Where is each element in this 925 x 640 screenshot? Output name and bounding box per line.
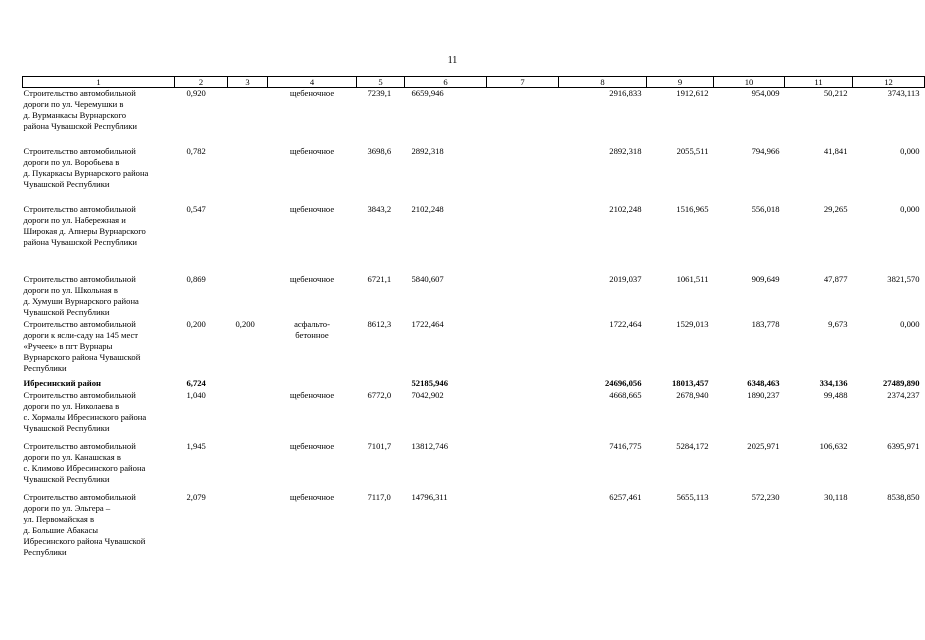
cell-local-funds: 99,488 — [823, 390, 848, 400]
cell-federal-funds: 1529,013 — [676, 319, 709, 329]
cell-remaining: 8538,850 — [887, 492, 920, 502]
column-header-1: 1 — [23, 77, 175, 88]
cell-federal-funds: 2678,940 — [676, 390, 709, 400]
cell-local-funds: 9,673 — [828, 319, 848, 329]
cell-unit-cost: 6772,0 — [367, 390, 392, 400]
cell-col-7 — [487, 486, 559, 559]
cell-republic-funds: 6348,463 — [747, 378, 780, 388]
table-body — [23, 88, 925, 560]
cell-total-cost: 6659,946 — [411, 88, 444, 98]
cell-republic-funds: 556,018 — [751, 204, 780, 214]
cell-length-2 — [228, 435, 268, 486]
table-row — [23, 390, 925, 435]
table-row — [23, 191, 925, 249]
table-row — [23, 249, 925, 319]
cell-total-cost: 13812,746 — [411, 441, 449, 451]
cell-object-name: Строительство автомобильной дороги по ул. Черемушки в д. Вурманкасы Вурнарского района Чувашской Республики — [23, 88, 138, 131]
cell-unit-cost: 8612,3 — [367, 319, 392, 329]
column-header-8: 8 — [559, 77, 647, 88]
cell-object-name: Строительство автомобильной дороги по ул. Набережная и Широкая д. Апнеры Вурнарского района Чувашской Республики — [23, 204, 146, 247]
cell-length: 0,547 — [186, 204, 206, 214]
table-header-row — [23, 77, 925, 88]
column-header-3: 3 — [228, 77, 268, 88]
column-header-6: 6 — [405, 77, 487, 88]
column-header-2: 2 — [175, 77, 228, 88]
cell-federal-funds: 5655,113 — [676, 492, 709, 502]
cell-unit-cost: 7117,0 — [367, 492, 391, 502]
cell-remaining: 0,000 — [900, 319, 920, 329]
cell-remaining: 0,000 — [900, 146, 920, 156]
table-row — [23, 375, 925, 390]
cell-total-cost: 2102,248 — [411, 204, 444, 214]
cell-local-funds: 106,632 — [819, 441, 848, 451]
cell-col-7 — [487, 191, 559, 249]
cell-length-2 — [228, 133, 268, 191]
cell-republic-funds: 909,649 — [751, 274, 780, 284]
cell-unit-cost: 3698,6 — [367, 146, 392, 156]
cell-object-name: Строительство автомобильной дороги по ул. Воробьева в д. Пукаркасы Вурнарского района Чувашской Республики — [23, 146, 149, 189]
cell-funding-total: 1722,464 — [609, 319, 642, 329]
cell-remaining: 27489,890 — [882, 378, 920, 388]
cell-unit-cost: 7101,7 — [367, 441, 392, 451]
cell-unit-cost: 7239,1 — [367, 88, 392, 98]
cell-length-2 — [228, 486, 268, 559]
cell-col-7 — [487, 319, 559, 375]
cell-funding-total: 2102,248 — [609, 204, 642, 214]
cell-federal-funds: 1061,511 — [676, 274, 709, 284]
cell-funding-total: 6257,461 — [609, 492, 642, 502]
cell-local-funds: 29,265 — [823, 204, 848, 214]
cell-length: 0,782 — [186, 146, 206, 156]
cell-length-2 — [228, 249, 268, 319]
cell-local-funds: 334,136 — [819, 378, 848, 388]
column-header-11: 11 — [785, 77, 853, 88]
cell-col-7 — [487, 249, 559, 319]
cell-length: 6,724 — [186, 378, 206, 388]
cell-federal-funds: 18013,457 — [671, 378, 709, 388]
cell-republic-funds: 2025,971 — [747, 441, 780, 451]
cell-republic-funds: 794,966 — [751, 146, 780, 156]
cell-col-7 — [487, 435, 559, 486]
cell-surface-type: щебеночное — [289, 492, 335, 502]
cell-surface-type: щебеночное — [289, 204, 335, 214]
cell-surface-type: щебеночное — [289, 441, 335, 451]
cell-funding-total: 2892,318 — [609, 146, 642, 156]
cell-length-2 — [228, 390, 268, 435]
cell-total-cost: 7042,902 — [411, 390, 444, 400]
table-row — [23, 133, 925, 191]
cell-funding-total: 2019,037 — [609, 274, 642, 284]
cell-remaining: 3821,570 — [887, 274, 920, 284]
cell-remaining: 6395,971 — [887, 441, 920, 451]
cell-object-name: Строительство автомобильной дороги по ул. Эльгера – ул. Первомайская в д. Большие Абакасы Ибресинского района Чувашской Республики — [23, 492, 146, 557]
cell-length-2 — [228, 88, 268, 134]
cell-unit-cost: 3843,2 — [367, 204, 392, 214]
cell-unit-cost: 6721,1 — [367, 274, 392, 284]
cell-object-name: Строительство автомобильной дороги по ул. Школьная в д. Хумуши Вурнарского района Чувашской Республики — [23, 274, 139, 317]
cell-total-cost: 14796,311 — [411, 492, 448, 502]
table-row — [23, 486, 925, 559]
cell-length: 0,920 — [186, 88, 206, 98]
column-header-7: 7 — [487, 77, 559, 88]
cell-remaining: 2374,237 — [887, 390, 920, 400]
cell-unit-cost — [357, 375, 405, 390]
cell-col-7 — [487, 375, 559, 390]
cell-surface-type: асфальто- бетонное — [294, 319, 330, 340]
cell-total-cost: 1722,464 — [411, 319, 444, 329]
column-header-9: 9 — [647, 77, 714, 88]
cell-surface-type — [268, 375, 357, 390]
cell-length: 2,079 — [186, 492, 206, 502]
cell-funding-total: 2916,833 — [609, 88, 642, 98]
cell-length-2 — [228, 375, 268, 390]
cell-surface-type: щебеночное — [289, 390, 335, 400]
cell-length: 0,200 — [186, 319, 206, 329]
cell-funding-total: 7416,775 — [609, 441, 642, 451]
column-header-10: 10 — [714, 77, 785, 88]
cell-length: 1,945 — [186, 441, 206, 451]
cell-funding-total: 4668,665 — [609, 390, 642, 400]
page-number: 11 — [447, 55, 458, 66]
cell-surface-type: щебеночное — [289, 146, 335, 156]
cell-total-cost: 2892,318 — [411, 146, 444, 156]
cell-object-name: Строительство автомобильной дороги по ул. Николаева в с. Хормалы Ибресинского района Чувашской Республики — [23, 390, 147, 433]
cell-length: 1,040 — [186, 390, 206, 400]
cell-federal-funds: 1516,965 — [676, 204, 709, 214]
column-header-4: 4 — [268, 77, 357, 88]
cell-federal-funds: 1912,612 — [676, 88, 709, 98]
cell-col-7 — [487, 390, 559, 435]
cell-republic-funds: 183,778 — [751, 319, 780, 329]
cell-local-funds: 30,118 — [824, 492, 848, 502]
cell-length-2 — [228, 191, 268, 249]
cell-surface-type: щебеночное — [289, 88, 335, 98]
cell-federal-funds: 2055,511 — [676, 146, 709, 156]
cell-republic-funds: 572,230 — [751, 492, 780, 502]
cell-local-funds: 41,841 — [823, 146, 848, 156]
cell-remaining: 3743,113 — [887, 88, 920, 98]
cell-object-name: Строительство автомобильной дороги по ул. Канашская в с. Климово Ибресинского района Чувашской Республики — [23, 441, 146, 484]
table-row — [23, 435, 925, 486]
cell-federal-funds: 5284,172 — [676, 441, 709, 451]
cell-col-7 — [487, 88, 559, 134]
data-table — [22, 76, 925, 559]
cell-surface-type: щебеночное — [289, 274, 335, 284]
cell-col-7 — [487, 133, 559, 191]
cell-local-funds: 47,877 — [823, 274, 848, 284]
column-header-12: 12 — [853, 77, 925, 88]
cell-object-name: Ибресинский район — [23, 378, 101, 388]
cell-funding-total: 24696,056 — [604, 378, 642, 388]
cell-object-name: Строительство автомобильной дороги к ясли-саду на 145 мест «Ручеек» в пгт Вурнары Вурнарского района Чувашской Республики — [23, 319, 141, 373]
cell-length: 0,869 — [186, 274, 206, 284]
column-header-5: 5 — [357, 77, 405, 88]
cell-local-funds: 50,212 — [823, 88, 848, 98]
cell-republic-funds: 1890,237 — [747, 390, 780, 400]
cell-total-cost: 52185,946 — [411, 378, 449, 388]
table-row — [23, 319, 925, 375]
cell-republic-funds: 954,009 — [751, 88, 780, 98]
cell-length-2: 0,200 — [235, 319, 255, 329]
table-row — [23, 88, 925, 134]
cell-total-cost: 5840,607 — [411, 274, 444, 284]
cell-remaining: 0,000 — [900, 204, 920, 214]
